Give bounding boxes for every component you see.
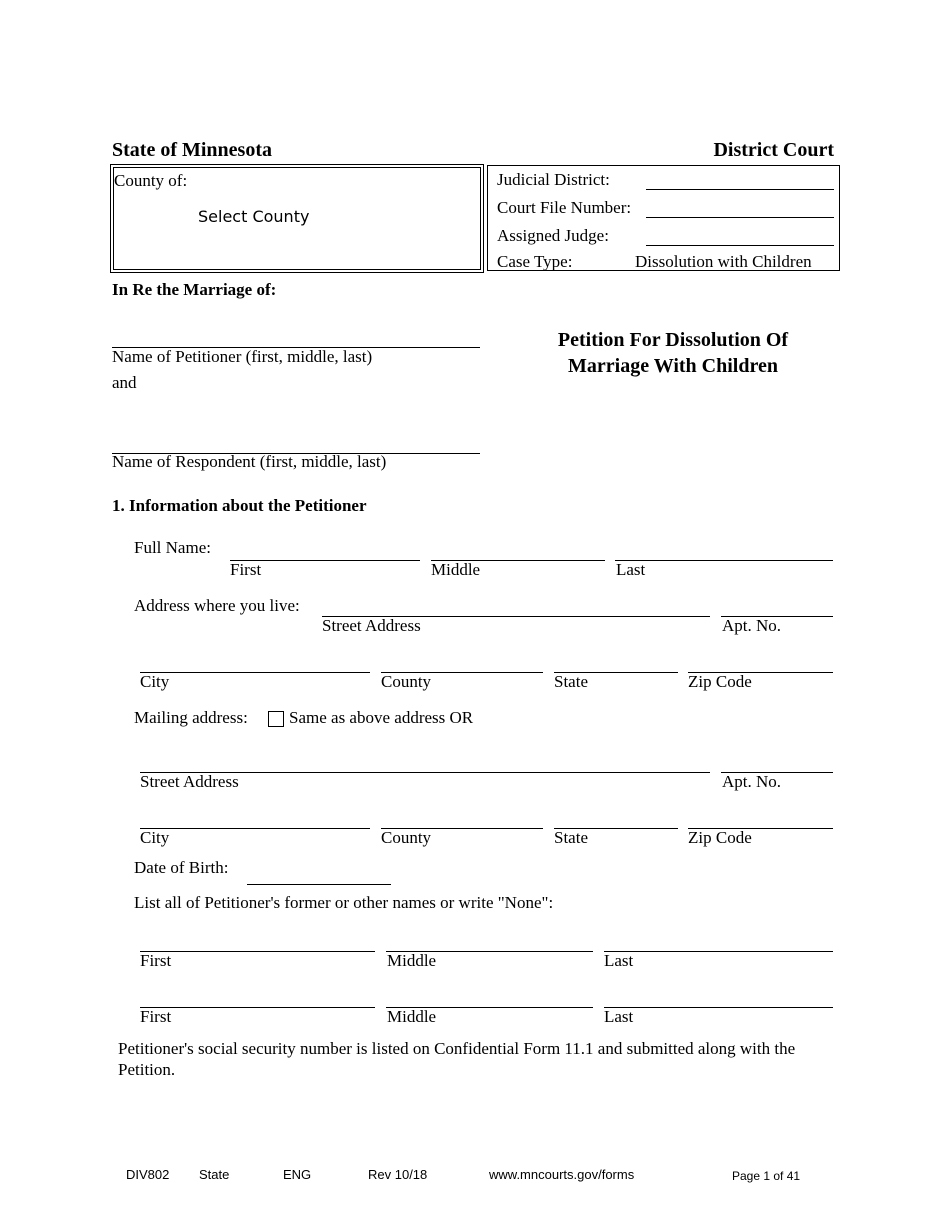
section1-heading: 1. Information about the Petitioner (112, 496, 367, 515)
assigned-judge-label: Assigned Judge: (497, 226, 609, 245)
home-street-label: Street Address (322, 616, 421, 635)
form-title-line2: Marriage With Children (568, 355, 778, 377)
mailing-address-label: Mailing address: (134, 708, 248, 727)
petitioner-name-label: Name of Petitioner (first, middle, last) (112, 347, 373, 366)
same-as-above-label: Same as above address OR (289, 708, 474, 727)
former-name-1-middle-label: Middle (387, 951, 437, 970)
former-name-2-middle-label: Middle (387, 1007, 437, 1026)
state-title: State of Minnesota (112, 139, 272, 161)
court-title: District Court (713, 139, 834, 161)
full-name-last-label: Last (616, 560, 646, 579)
full-name-first-label: First (230, 560, 262, 579)
former-name-1-last-label: Last (604, 951, 634, 970)
former-name-2-last-label: Last (604, 1007, 634, 1026)
former-name-2-middle-field[interactable] (386, 989, 593, 1008)
form-title-line1: Petition For Dissolution Of (557, 329, 789, 351)
dob-field[interactable] (247, 866, 391, 885)
dob-label: Date of Birth: (134, 858, 229, 877)
home-city-label: City (140, 672, 170, 691)
case-info-box (487, 165, 840, 271)
petitioner-name-field[interactable] (112, 329, 480, 348)
home-state-label: State (554, 672, 588, 691)
mailing-county-label: County (381, 828, 432, 847)
ssn-note: Petitioner's social security number is listed on Confidential Form 11.1 and submitted along with the Petition. (118, 1039, 796, 1079)
mailing-city-field[interactable] (140, 810, 370, 829)
footer-language: ENG (283, 1167, 312, 1182)
former-name-1-last-field[interactable] (604, 933, 833, 952)
former-names-label: List all of Petitioner's former or other names or write "None": (134, 893, 554, 912)
mailing-state-label: State (554, 828, 588, 847)
full-name-label: Full Name: (134, 538, 211, 557)
and-text: and (112, 373, 137, 392)
mailing-street-label: Street Address (140, 772, 239, 791)
mailing-county-field[interactable] (381, 810, 543, 829)
county-box (113, 167, 481, 270)
mailing-state-field[interactable] (554, 810, 678, 829)
mailing-zip-label: Zip Code (688, 828, 752, 847)
footer-form-id: DIV802 (126, 1167, 170, 1182)
mailing-apt-label: Apt. No. (722, 772, 782, 791)
home-street-field[interactable] (322, 598, 710, 617)
home-county-field[interactable] (381, 654, 543, 673)
home-city-field[interactable] (140, 654, 370, 673)
assigned-judge-field[interactable] (646, 227, 834, 246)
footer-url[interactable]: www.mncourts.gov/forms (489, 1167, 635, 1182)
former-name-2-first-field[interactable] (140, 989, 375, 1008)
county-label: County of: (114, 171, 188, 190)
judicial-district-field[interactable] (646, 171, 834, 190)
home-county-label: County (381, 672, 432, 691)
judicial-district-label: Judicial District: (497, 170, 610, 189)
same-as-above-checkbox[interactable] (268, 711, 284, 727)
footer-revision: Rev 10/18 (368, 1167, 428, 1182)
home-zip-field[interactable] (688, 654, 833, 673)
respondent-name-label: Name of Respondent (first, middle, last) (112, 452, 387, 471)
full-name-first-field[interactable] (230, 542, 420, 561)
former-name-1-middle-field[interactable] (386, 933, 593, 952)
home-state-field[interactable] (554, 654, 678, 673)
mailing-zip-field[interactable] (688, 810, 833, 829)
case-type-value: Dissolution with Children (635, 252, 812, 271)
home-zip-label: Zip Code (688, 672, 752, 691)
in-re-heading: In Re the Marriage of: (112, 280, 277, 299)
former-name-1-first-label: First (140, 951, 172, 970)
case-type-label: Case Type: (497, 252, 573, 271)
former-name-2-first-label: First (140, 1007, 172, 1026)
court-file-number-label: Court File Number: (497, 198, 632, 217)
mailing-city-label: City (140, 828, 170, 847)
form-title (508, 327, 838, 379)
full-name-middle-label: Middle (431, 560, 481, 579)
mailing-apt-field[interactable] (721, 754, 833, 773)
footer-page-number: Page 1 of 41 (732, 1169, 801, 1183)
former-name-1-first-field[interactable] (140, 933, 375, 952)
home-apt-field[interactable] (721, 598, 833, 617)
address-label: Address where you live: (134, 596, 300, 615)
home-apt-label: Apt. No. (722, 616, 782, 635)
full-name-last-field[interactable] (615, 542, 833, 561)
county-select[interactable]: Select County (192, 206, 315, 227)
full-name-middle-field[interactable] (431, 542, 605, 561)
mailing-street-field[interactable] (140, 754, 710, 773)
court-file-number-field[interactable] (646, 199, 834, 218)
footer-jurisdiction: State (199, 1167, 230, 1182)
former-name-2-last-field[interactable] (604, 989, 833, 1008)
